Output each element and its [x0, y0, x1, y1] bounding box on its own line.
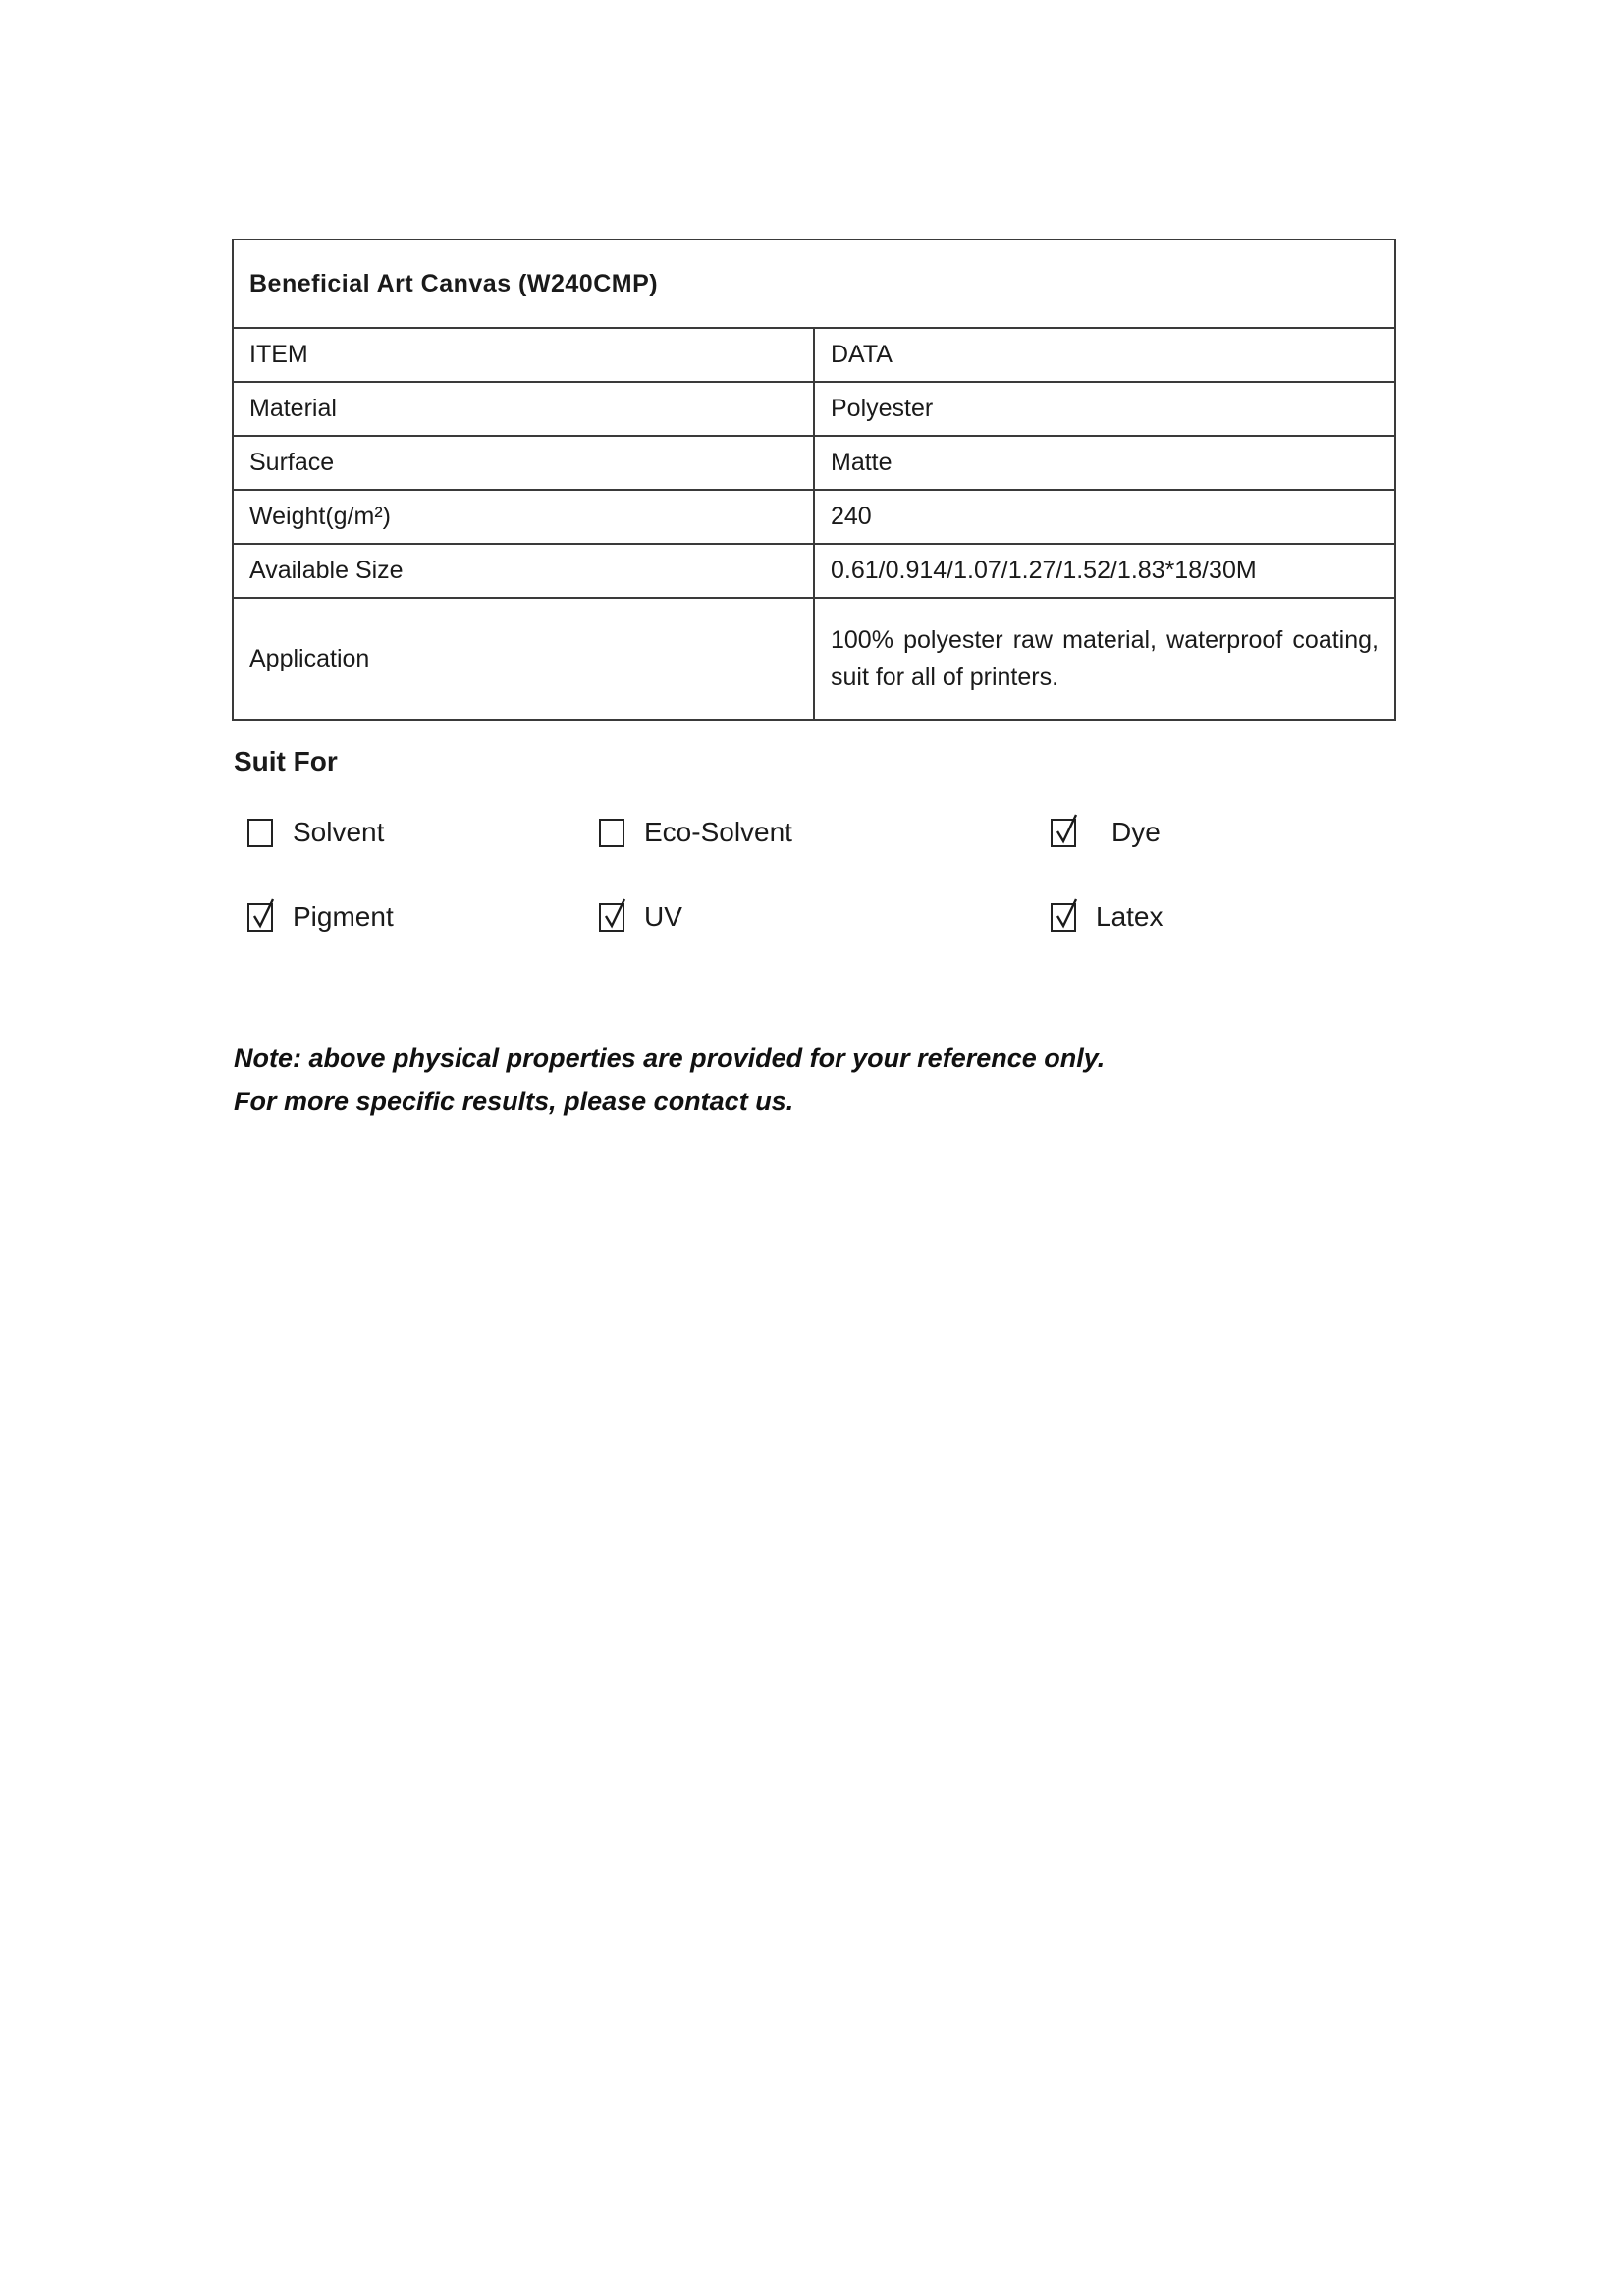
option-dye: [1051, 815, 1406, 850]
row-value-material: Polyester: [814, 382, 1395, 436]
row-value-available-size: 0.61/0.914/1.07/1.27/1.52/1.83*18/30M: [814, 544, 1395, 598]
option-label: Solvent: [293, 817, 385, 847]
option-label: Dye: [1111, 817, 1161, 847]
table-row: [233, 382, 1395, 436]
row-label-application: Application: [233, 598, 814, 720]
table-row: [233, 328, 1395, 382]
option-label: Latex: [1096, 901, 1164, 932]
check-mark-icon: [602, 896, 627, 930]
table-row: [233, 436, 1395, 490]
checkbox-icon[interactable]: [1051, 819, 1076, 847]
option-label: Pigment: [293, 901, 394, 932]
check-mark-icon: [1054, 812, 1079, 845]
checkbox-icon[interactable]: [247, 903, 273, 932]
suit-for-heading: Suit For: [234, 746, 338, 776]
note-text: [234, 1037, 1105, 1123]
row-label-item: ITEM: [233, 328, 814, 382]
option-label: Eco-Solvent: [644, 817, 792, 847]
row-value-surface: Matte: [814, 436, 1395, 490]
note-line-1: Note: above physical properties are provided for your reference only.: [234, 1043, 1106, 1073]
spec-table: [232, 239, 1396, 721]
check-mark-icon: [250, 896, 276, 930]
note-line-2: For more specific results, please contact us.: [234, 1087, 794, 1116]
row-value-weight: 240: [814, 490, 1395, 544]
option-latex: [1051, 899, 1406, 934]
page-title: Beneficial Art Canvas (W240CMP): [233, 240, 1395, 328]
option-label: UV: [644, 901, 682, 932]
option-uv: [599, 899, 1051, 934]
option-solvent: [247, 815, 599, 850]
table-row: [233, 544, 1395, 598]
option-pigment: [247, 899, 599, 934]
table-title-row: [233, 240, 1395, 328]
row-label-weight: Weight(g/m²): [233, 490, 814, 544]
checkbox-icon[interactable]: [1051, 903, 1076, 932]
row-label-material: Material: [233, 382, 814, 436]
suit-for-options: [247, 815, 1406, 934]
table-row: [233, 598, 1395, 720]
row-value-item: DATA: [814, 328, 1395, 382]
option-eco-solvent: [599, 815, 1051, 850]
checkbox-icon[interactable]: [599, 819, 624, 847]
row-label-surface: Surface: [233, 436, 814, 490]
row-label-available-size: Available Size: [233, 544, 814, 598]
checkbox-icon[interactable]: [247, 819, 273, 847]
check-mark-icon: [1054, 896, 1079, 930]
checkbox-icon[interactable]: [599, 903, 624, 932]
table-row: [233, 490, 1395, 544]
row-value-application: 100% polyester raw material, waterproof coating, suit for all of printers.: [814, 598, 1395, 720]
